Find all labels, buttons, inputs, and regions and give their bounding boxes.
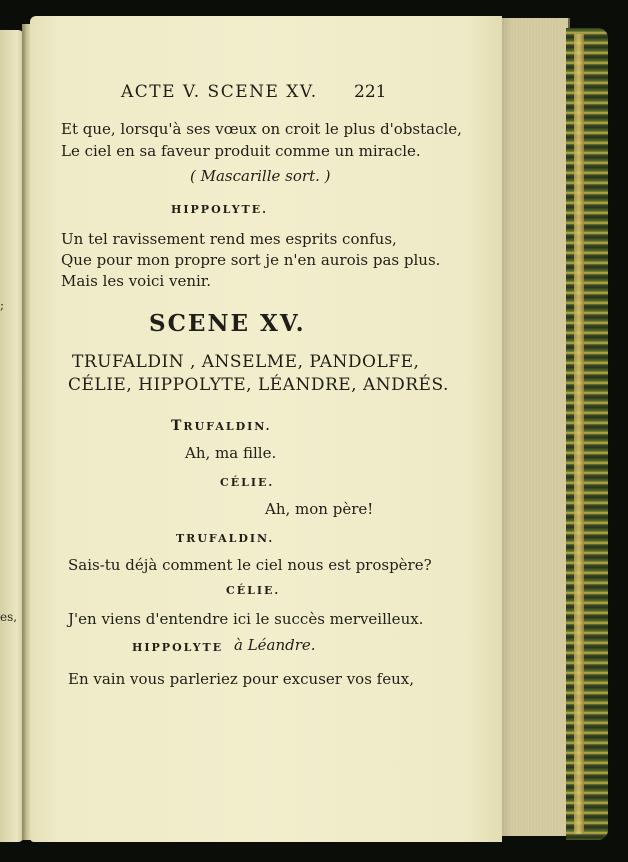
speaker-name — [171, 418, 271, 434]
verse-line: J'en viens d'entendre ici le succès merveilleux. — [68, 610, 424, 628]
left-page-fragment: es, — [0, 610, 18, 624]
verse-line: Que pour mon propre sort je n'en aurois pas plus. — [61, 251, 441, 269]
book-page — [30, 16, 502, 842]
running-header: ACTE V. SCENE XV. — [121, 82, 318, 102]
stage-direction: à Léandre. — [234, 636, 316, 654]
speaker-name: CÉLIE. — [220, 476, 275, 489]
stage-direction: ( Mascarille sort. ) — [190, 167, 331, 185]
gilt-edge — [574, 34, 584, 834]
speaker-rest: RUFALDIN. — [183, 420, 272, 433]
speaker-name: HIPPOLYTE — [132, 641, 224, 654]
verse-line: Et que, lorsqu'à ses vœux on croit le plus d'obstacle, — [61, 120, 462, 138]
speaker-name: CÉLIE. — [226, 584, 281, 597]
page-number: 221 — [354, 82, 387, 102]
speaker-name: HIPPOLYTE. — [171, 203, 268, 216]
verse-line: Sais-tu déjà comment le ciel nous est prospère? — [68, 556, 432, 574]
book-cover-edge — [566, 28, 608, 840]
verse-line: Ah, mon père! — [265, 500, 374, 518]
scene-heading: SCENE XV. — [149, 310, 306, 337]
verse-line: En vain vous parleriez pour excuser vos feux, — [68, 670, 414, 688]
speaker-initial: T — [171, 418, 184, 434]
verse-line: Mais les voici venir. — [61, 272, 212, 290]
character-list-line: TRUFALDIN , ANSELME, PANDOLFE, — [72, 352, 420, 372]
left-page-fragment: ; — [0, 298, 5, 312]
verse-line: Un tel ravissement rend mes esprits confus, — [61, 230, 397, 248]
speaker-name: TRUFALDIN. — [176, 532, 275, 545]
verse-line: Ah, ma fille. — [185, 444, 277, 462]
verse-line: Le ciel en sa faveur produit comme un miracle. — [61, 142, 421, 160]
character-list-line: CÉLIE, HIPPOLYTE, LÉANDRE, ANDRÉS. — [68, 375, 449, 395]
left-page-edge — [0, 30, 24, 842]
